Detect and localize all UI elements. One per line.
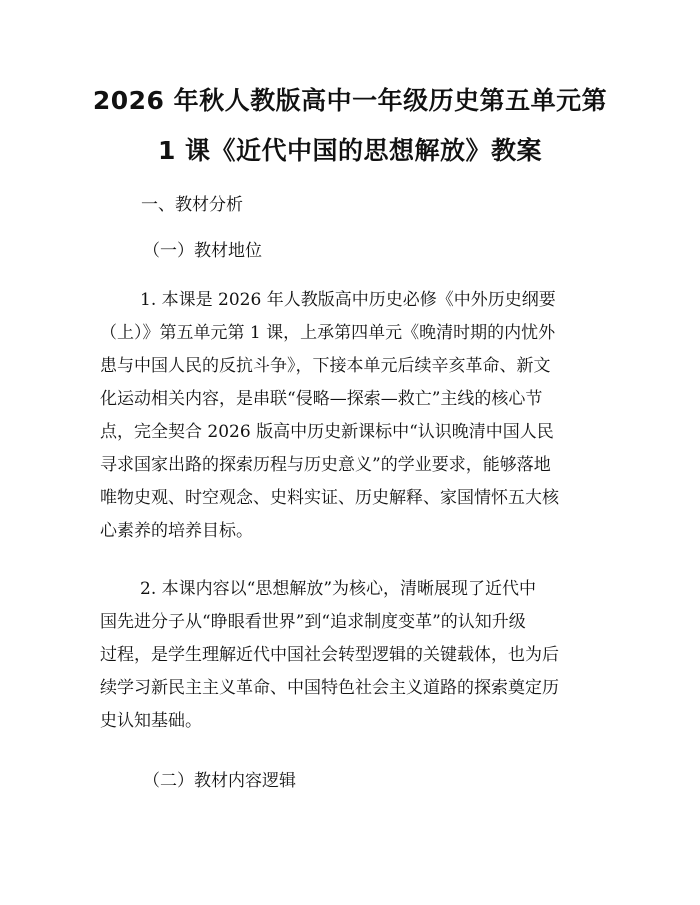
subsection-heading-content-logic: （二）教材内容逻辑 [143,771,296,791]
document-title-line-1: 2026 年秋人教版高中一年级历史第五单元第 [92,86,608,115]
document-title-line-2: 1 课《近代中国的思想解放》教案 [157,136,543,165]
paragraph-line: 2. 本课内容以“思想解放”为核心，清晰展现了近代中 [140,579,537,599]
paragraph-line: 过程，是学生理解近代中国社会转型逻辑的关键载体，也为后 [100,645,559,665]
paragraph-line: 国先进分子从“睁眼看世界”到“追求制度变革”的认知升级 [100,612,526,632]
paragraph-line: 续学习新民主主义革命、中国特色社会主义道路的探索奠定历 [100,678,559,698]
paragraph-line: 点，完全契合 2026 版高中历史新课标中“认识晚清中国人民 [100,422,554,442]
paragraph-line: 化运动相关内容，是串联“侵略—探索—救亡”主线的核心节 [100,389,543,409]
paragraph-line: 1. 本课是 2026 年人教版高中历史必修《中外历史纲要 [140,290,556,310]
paragraph-line: （上）》第五单元第 1 课，上承第四单元《晚清时期的内忧外 [100,323,556,343]
paragraph-2 [100,573,600,738]
paragraph-line: 心素养的培养目标。 [100,521,253,541]
paragraph-line: 患与中国人民的反抗斗争》，下接本单元后续辛亥革命、新文 [100,356,551,376]
subsection-heading-textbook-position: （一）教材地位 [143,241,262,261]
paragraph-line: 史认知基础。 [100,711,202,731]
section-heading-textbook-analysis: 一、教材分析 [141,195,243,215]
paragraph-1 [100,284,600,548]
paragraph-line: 唯物史观、时空观念、史料实证、历史解释、家国情怀五大核 [100,488,559,508]
paragraph-line: 寻求国家出路的探索历程与历史意义”的学业要求，能够落地 [100,455,551,475]
